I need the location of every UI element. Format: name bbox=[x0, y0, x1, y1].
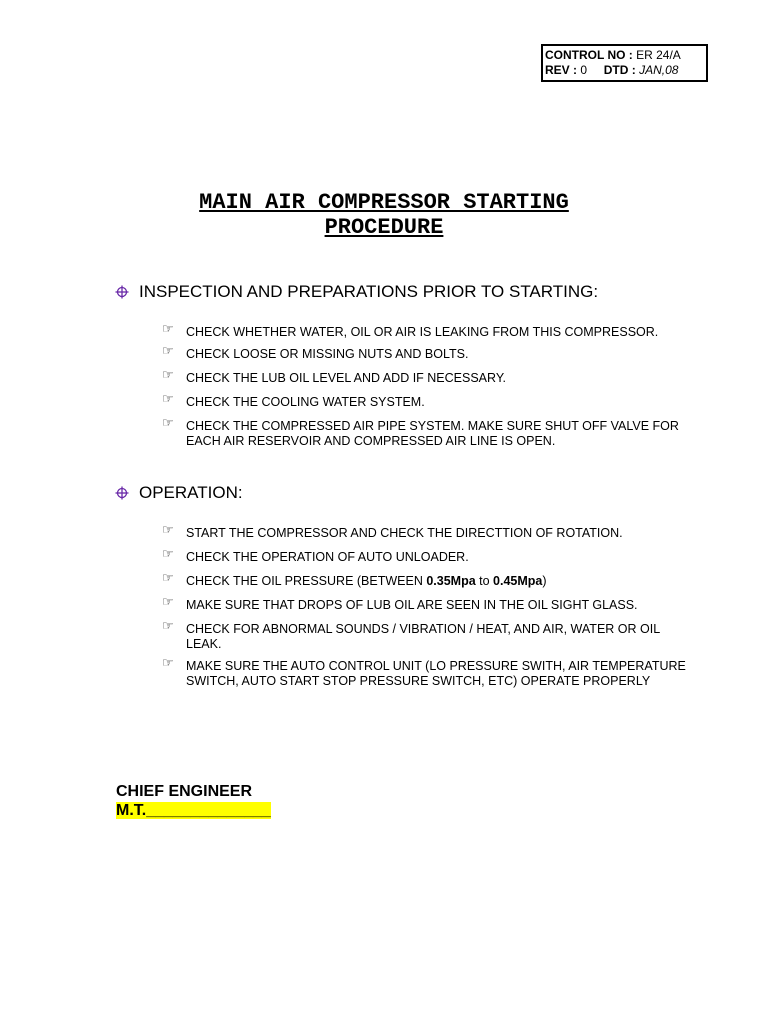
list-item bbox=[162, 522, 692, 541]
section-inspection-heading bbox=[115, 282, 598, 302]
list-item-text: CHECK THE OPERATION OF AUTO UNLOADER. bbox=[186, 550, 469, 564]
oil-pressure-suffix: ) bbox=[542, 574, 547, 588]
pointing-hand-icon: ☞ bbox=[162, 594, 174, 609]
list-item-text: CHECK THE COMPRESSED AIR PIPE SYSTEM. MAKE SURE SHUT OFF VALVE FOR EACH AIR RESERVOIR AND COMPRESSED AIR LINE IS OPEN. bbox=[186, 419, 679, 448]
pointing-hand-icon: ☞ bbox=[162, 655, 174, 670]
crosshair-circle-icon bbox=[115, 486, 129, 500]
pointing-hand-icon: ☞ bbox=[162, 570, 174, 585]
list-item bbox=[162, 391, 692, 410]
oil-pressure-prefix: CHECK THE OIL PRESSURE (BETWEEN bbox=[186, 574, 427, 588]
list-item-text: CHECK THE LUB OIL LEVEL AND ADD IF NECESSARY. bbox=[186, 371, 507, 385]
control-number-label: CONTROL NO : bbox=[545, 48, 633, 62]
revision-value: 0 bbox=[580, 63, 588, 77]
title-line-1: MAIN AIR COMPRESSOR STARTING bbox=[199, 190, 569, 215]
pointing-hand-icon: ☞ bbox=[162, 367, 174, 382]
dated-value: JAN,08 bbox=[639, 63, 679, 77]
section-heading-text: OPERATION: bbox=[139, 483, 243, 502]
signature-block bbox=[116, 801, 271, 820]
revision-row bbox=[545, 63, 706, 78]
list-item bbox=[162, 367, 692, 386]
control-number-row bbox=[545, 48, 706, 63]
pointing-hand-icon: ☞ bbox=[162, 321, 174, 336]
crosshair-circle-icon bbox=[115, 285, 129, 299]
list-item bbox=[162, 570, 692, 589]
revision-label: REV : bbox=[545, 63, 578, 77]
list-item-text: CHECK THE COOLING WATER SYSTEM. bbox=[186, 395, 425, 409]
list-item-text: CHECK FOR ABNORMAL SOUNDS / VIBRATION / HEAT, AND AIR, WATER OR OIL LEAK. bbox=[186, 622, 660, 651]
signature-role: CHIEF ENGINEER bbox=[116, 783, 253, 800]
list-item-text: MAKE SURE THE AUTO CONTROL UNIT (LO PRESSURE SWITH, AIR TEMPERATURE SWITCH, AUTO START STOP PRESSURE SWITCH, ETC) OPERATE PROPERLY bbox=[186, 659, 686, 688]
pointing-hand-icon: ☞ bbox=[162, 546, 174, 561]
oil-pressure-item-text bbox=[186, 574, 692, 589]
list-item bbox=[162, 321, 692, 340]
list-item-text: CHECK LOOSE OR MISSING NUTS AND BOLTS. bbox=[186, 347, 469, 361]
oil-pressure-low: 0.35Mpa bbox=[426, 574, 476, 588]
control-box bbox=[541, 44, 708, 82]
list-item bbox=[162, 546, 692, 565]
control-number-value: ER 24/A bbox=[636, 48, 681, 62]
list-item-text: CHECK WHETHER WATER, OIL OR AIR IS LEAKING FROM THIS COMPRESSOR. bbox=[186, 325, 659, 339]
list-item bbox=[162, 594, 692, 613]
pointing-hand-icon: ☞ bbox=[162, 391, 174, 406]
title-line-2: PROCEDURE bbox=[324, 215, 444, 240]
pointing-hand-icon: ☞ bbox=[162, 522, 174, 537]
list-item bbox=[162, 343, 692, 362]
list-item-text: START THE COMPRESSOR AND CHECK THE DIRECTTION OF ROTATION. bbox=[186, 526, 623, 540]
list-item bbox=[162, 415, 692, 449]
oil-pressure-to: to bbox=[475, 574, 494, 588]
list-item bbox=[162, 618, 692, 652]
operation-list bbox=[162, 522, 692, 689]
list-item-text: MAKE SURE THAT DROPS OF LUB OIL ARE SEEN IN THE OIL SIGHT GLASS. bbox=[186, 598, 638, 612]
pointing-hand-icon: ☞ bbox=[162, 618, 174, 633]
signature-name-line: M.T.______________ bbox=[116, 802, 271, 819]
list-item bbox=[162, 655, 692, 689]
dated-label: DTD : bbox=[603, 63, 636, 77]
inspection-list bbox=[162, 321, 692, 449]
pointing-hand-icon: ☞ bbox=[162, 343, 174, 358]
section-operation-heading bbox=[115, 483, 243, 503]
pointing-hand-icon: ☞ bbox=[162, 415, 174, 430]
page-title bbox=[100, 190, 668, 240]
section-heading-text: INSPECTION AND PREPARATIONS PRIOR TO STARTING: bbox=[139, 282, 599, 301]
oil-pressure-high: 0.45Mpa bbox=[493, 574, 543, 588]
